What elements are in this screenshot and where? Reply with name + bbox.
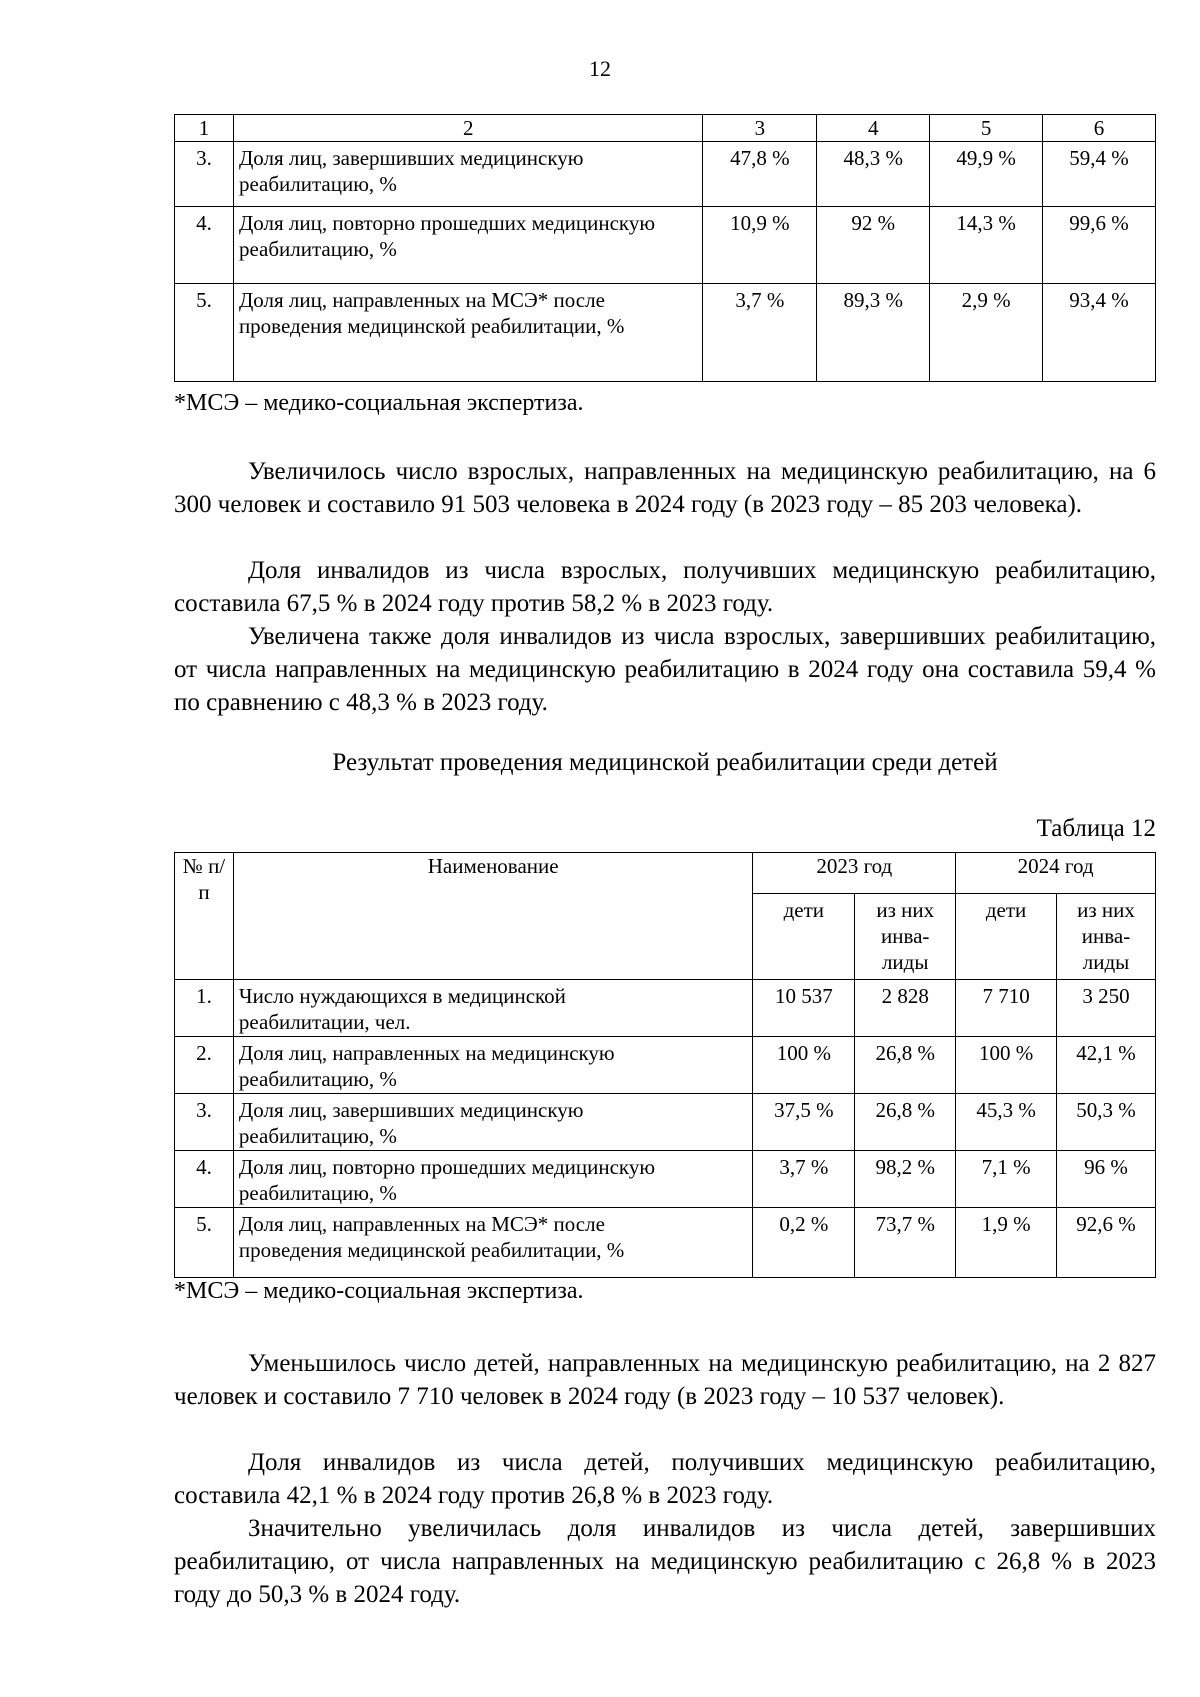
cell-value: 100 % — [956, 1037, 1057, 1094]
paragraph: Значительно увеличилась доля инвалидов из числа детей, завершивших реабилитацию, от числа направленных на медицинскую реабилитацию с 26,8 % в 2023 году до 50,3 % в 2024 году. — [174, 1515, 1156, 1608]
column-number: 2 — [233, 115, 703, 142]
cell-value: 92,6 % — [1057, 1208, 1156, 1278]
cell-value: 2 828 — [855, 980, 956, 1037]
row-number: 4. — [175, 207, 234, 284]
cell-value: 47,8 % — [703, 142, 817, 207]
table-caption: Таблица 12 — [1036, 815, 1156, 842]
cell-value: 7,1 % — [956, 1151, 1057, 1208]
cell-value: 73,7 % — [855, 1208, 956, 1278]
cell-value: 99,6 % — [1043, 207, 1156, 284]
page-number: 12 — [589, 56, 611, 81]
paragraph: Доля инвалидов из числа детей, получивших медицинскую реабилитацию, составила 42,1 % в 2024 году против 26,8 % в 2023 году. — [174, 1449, 1156, 1509]
section-heading: Результат проведения медицинской реабилитации среди детей — [332, 749, 998, 776]
cell-value: 10 537 — [753, 980, 855, 1037]
row-number: 3. — [175, 1094, 234, 1151]
cell-value: 50,3 % — [1057, 1094, 1156, 1151]
column-number: 3 — [703, 115, 817, 142]
header-disabled: из них инва-лиды — [855, 894, 956, 980]
header-2024: 2024 год — [956, 853, 1156, 894]
header-disabled: из них инва-лиды — [1057, 894, 1156, 980]
header-number: № п/п — [175, 853, 234, 980]
cell-value: 42,1 % — [1057, 1037, 1156, 1094]
cell-value: 2,9 % — [930, 284, 1043, 382]
cell-value: 10,9 % — [703, 207, 817, 284]
cell-value: 92 % — [817, 207, 930, 284]
row-number: 1. — [175, 980, 234, 1037]
header-children: дети — [956, 894, 1057, 980]
row-name: Доля лиц, повторно прошедших медицинскую реабилитацию, % — [233, 1151, 752, 1208]
row-number: 2. — [175, 1037, 234, 1094]
cell-value: 59,4 % — [1043, 142, 1156, 207]
cell-value: 98,2 % — [855, 1151, 956, 1208]
paragraph: Увеличилось число взрослых, направленных на медицинскую реабилитацию, на 6 300 человек и составило 91 503 человека в 2024 году (в 2023 году – 85 203 человека). — [174, 458, 1156, 518]
column-number: 1 — [175, 115, 234, 142]
cell-value: 3 250 — [1057, 980, 1156, 1037]
column-number: 6 — [1043, 115, 1156, 142]
paragraph: Увеличена также доля инвалидов из числа взрослых, завершивших реабилитацию, от числа направленных на медицинскую реабилитацию в 2024 году она составила 59,4 % по сравнению с 48,3 % в 2023 году. — [174, 623, 1156, 716]
paragraph: Доля инвалидов из числа взрослых, получивших медицинскую реабилитацию, составила 67,5 % в 2024 году против 58,2 % в 2023 году. — [174, 557, 1156, 617]
table-row — [175, 1037, 1156, 1094]
cell-value: 89,3 % — [817, 284, 930, 382]
paragraph: Уменьшилось число детей, направленных на медицинскую реабилитацию, на 2 827 человек и составило 7 710 человек в 2024 году (в 2023 году – 10 537 человек). — [174, 1350, 1156, 1410]
header-children: дети — [753, 894, 855, 980]
row-name: Доля лиц, направленных на МСЭ* после проведения медицинской реабилитации, % — [233, 1208, 752, 1278]
table-row — [175, 284, 1156, 382]
cell-value: 7 710 — [956, 980, 1057, 1037]
table-row — [175, 1094, 1156, 1151]
row-number: 5. — [175, 284, 234, 382]
cell-value: 0,2 % — [753, 1208, 855, 1278]
footnote: *МСЭ – медико-социальная экспертиза. — [174, 1278, 584, 1304]
table-row — [175, 142, 1156, 207]
cell-value: 37,5 % — [753, 1094, 855, 1151]
table-row — [175, 1208, 1156, 1278]
cell-value: 26,8 % — [855, 1037, 956, 1094]
footnote: *МСЭ – медико-социальная экспертиза. — [174, 390, 584, 416]
table-header-row — [175, 853, 1156, 894]
table-row — [175, 1151, 1156, 1208]
cell-value: 45,3 % — [956, 1094, 1057, 1151]
header-2023: 2023 год — [753, 853, 956, 894]
cell-value: 49,9 % — [930, 142, 1043, 207]
cell-value: 14,3 % — [930, 207, 1043, 284]
results-table-adults — [174, 114, 1156, 382]
table-row — [175, 980, 1156, 1037]
cell-value: 48,3 % — [817, 142, 930, 207]
header-name: Наименование — [233, 853, 752, 980]
row-name: Доля лиц, направленных на медицинскую реабилитацию, % — [233, 1037, 752, 1094]
table-header-row — [175, 115, 1156, 142]
row-number: 4. — [175, 1151, 234, 1208]
cell-value: 3,7 % — [703, 284, 817, 382]
column-number: 4 — [817, 115, 930, 142]
row-name: Доля лиц, повторно прошедших медицинскую реабилитацию, % — [233, 207, 703, 284]
row-number: 5. — [175, 1208, 234, 1278]
cell-value: 93,4 % — [1043, 284, 1156, 382]
row-name: Число нуждающихся в медицинской реабилитации, чел. — [233, 980, 752, 1037]
row-number: 3. — [175, 142, 234, 207]
table-row — [175, 207, 1156, 284]
column-number: 5 — [930, 115, 1043, 142]
row-name: Доля лиц, завершивших медицинскую реабилитацию, % — [233, 1094, 752, 1151]
cell-value: 96 % — [1057, 1151, 1156, 1208]
cell-value: 100 % — [753, 1037, 855, 1094]
cell-value: 26,8 % — [855, 1094, 956, 1151]
row-name: Доля лиц, завершивших медицинскую реабилитацию, % — [233, 142, 703, 207]
cell-value: 1,9 % — [956, 1208, 1057, 1278]
cell-value: 3,7 % — [753, 1151, 855, 1208]
results-table-children — [174, 852, 1156, 1278]
row-name: Доля лиц, направленных на МСЭ* после проведения медицинской реабилитации, % — [233, 284, 703, 382]
